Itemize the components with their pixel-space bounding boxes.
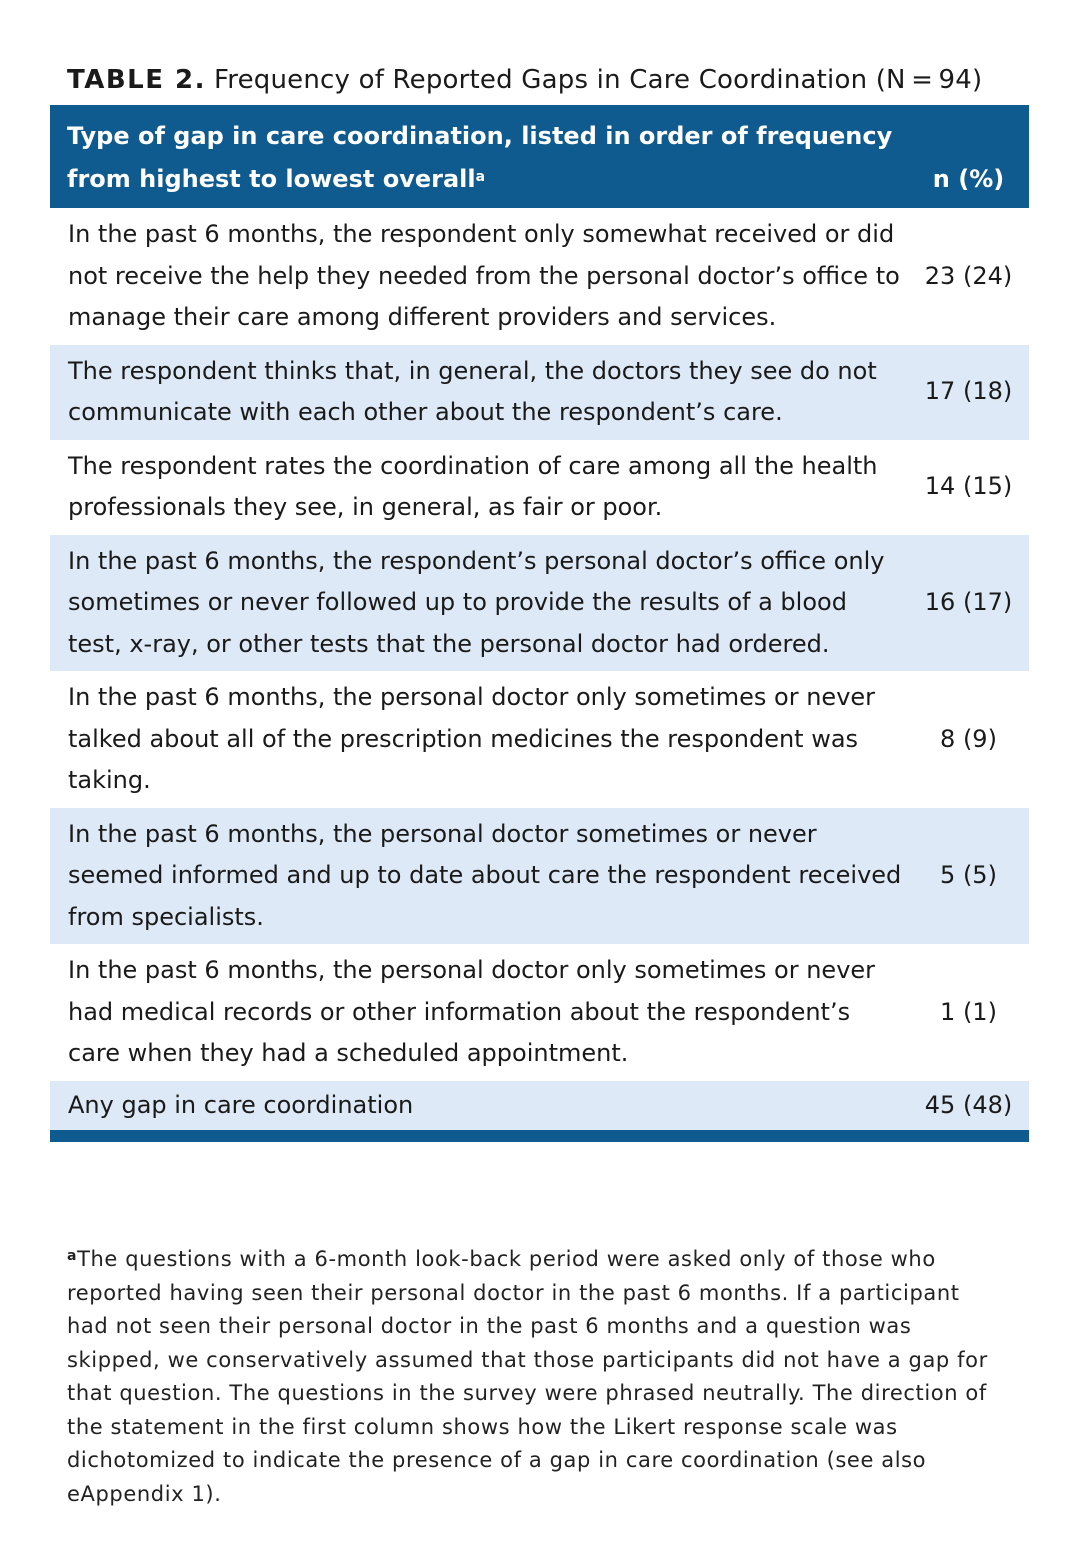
gap-description: In the past 6 months, the respondent only somewhat received or did not receive the help they needed from the personal doctor’s office to manage their care among different providers and services. [68,220,900,331]
gap-description: In the past 6 months, the personal doctor only sometimes or never had medical records or other information about the respondent’s care when they had a scheduled appointment. [68,956,876,1067]
gap-description: The respondent rates the coordination of care among all the health professionals they see, in general, as fair or poor. [68,451,878,521]
header-n-percent: n (%) [908,105,1029,208]
gap-count: 17 (18) [908,345,1029,440]
total-count: 45 (48) [908,1081,1029,1131]
total-description: Any gap in care coordination [50,1081,908,1131]
table-footnote [67,1240,1007,1511]
table-title: Frequency of Reported Gaps in Care Coordination (N = 94) [214,65,983,95]
gap-count: 23 (24) [924,261,1013,290]
header-footnote-marker: a [475,169,486,185]
table-row [50,671,1029,808]
table-caption [67,62,982,98]
footnote-marker: a [67,1248,78,1264]
footnote-text: The questions with a 6-month look-back period were asked only of those who reported having seen their personal doctor in the past 6 months. If a participant had not seen their personal doctor in the past 6 months and a question was skipped, we conservatively assumed that those participants did not have a gap for that question. The questions in the survey were phrased neutrally. The direction of the statement in the first column shows how the Likert response scale was dichotomized to indicate the presence of a gap in care coordination (see also eAppendix 1). [67,1247,988,1506]
gap-count: 16 (17) [908,535,1029,672]
gap-description: In the past 6 months, the personal doctor only sometimes or never talked about all of the prescription medicines the respondent was taking. [68,683,876,794]
header-gap-type: Type of gap in care coordination, listed in order of frequency from highest to lowest overall$^a$ [50,105,908,208]
table-label: TABLE 2. [67,65,207,95]
table-header-row [50,105,1029,208]
table-row [50,440,1029,535]
gap-count: 14 (15) [924,472,1013,501]
gap-description: In the past 6 months, the personal doctor sometimes or never seemed informed and up to date about care the respondent received from specialists. [50,808,908,945]
gaps-table [50,105,1029,1130]
table-row [50,944,1029,1081]
table-container [50,105,1029,1142]
gap-count: 1 (1) [940,997,997,1026]
gap-description: In the past 6 months, the respondent’s personal doctor’s office only sometimes or never followed up to provide the results of a blood test, x-ray, or other tests that the personal doctor had ordered. [50,535,908,672]
table-total-row [50,1081,1029,1131]
table-row [50,808,1029,945]
table-row [50,208,1029,345]
gap-count: 8 (9) [940,724,997,753]
gap-description: The respondent thinks that, in general, the doctors they see do not communicate with each other about the respondent’s care. [50,345,908,440]
table-bottom-rule [50,1130,1029,1142]
gap-count: 5 (5) [908,808,1029,945]
table-row [50,345,1029,440]
table-row [50,535,1029,672]
